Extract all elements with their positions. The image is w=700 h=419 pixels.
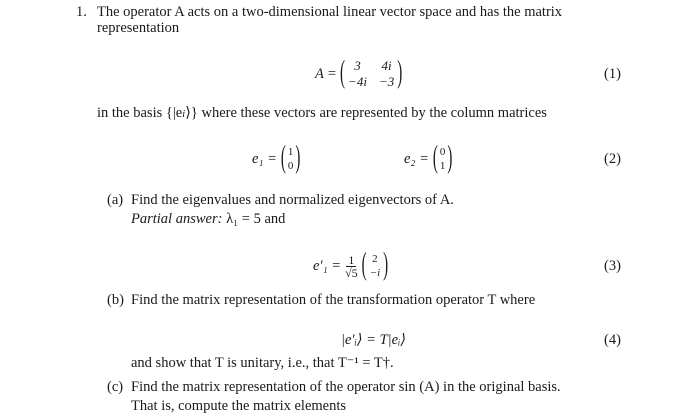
part-c-label: (c) <box>107 379 124 395</box>
equation-4: |e′ᵢ⟩ = T|eᵢ⟩ <box>341 332 407 348</box>
problem-number: 1. <box>76 4 87 20</box>
part-b-text: Find the matrix representation of the transformation operator T where <box>131 292 536 308</box>
eq1-m11: 3 <box>354 58 361 73</box>
part-a-text: Find the eigenvalues and normalized eigenvectors of A. <box>131 192 454 208</box>
eq3-frac-den: √5 <box>345 265 358 280</box>
problem-intro-line1: The operator A acts on a two-dimensional linear vector space and has the matrix <box>97 4 563 20</box>
part-b-label: (b) <box>107 292 124 308</box>
eq1-lhs: A <box>315 65 324 82</box>
eq2-e1-bottom: 0 <box>287 160 294 172</box>
eq1-matrix <box>348 58 394 90</box>
eq1-m22: −3 <box>378 74 395 89</box>
equation-1: A = ( 3 4i −4i −3 ) <box>315 56 403 90</box>
eq3-frac-num: 1 <box>348 252 355 267</box>
part-c-text-line1: Find the matrix representation of the operator sin (A) in the original basis. <box>131 379 561 395</box>
eq1-m21: −4i <box>348 74 367 89</box>
eq2-e1-top: 1 <box>287 146 294 158</box>
eq1-m12: 4i <box>381 58 392 73</box>
equation-2-e2: e₂ = ( 0 1 ) <box>404 141 453 175</box>
equation-4-number: (4) <box>604 332 621 348</box>
problem-intro-line2: representation <box>97 20 180 36</box>
equation-3-number: (3) <box>604 258 621 274</box>
eq3-col-bottom: −i <box>369 267 381 279</box>
eq2-e2-bottom: 1 <box>439 160 446 172</box>
equation-2-number: (2) <box>604 151 621 167</box>
eq3-fraction <box>345 254 358 279</box>
eq2-e1-column <box>288 145 294 173</box>
eq2-e2-lhs: e₂ = <box>404 150 429 167</box>
part-b-unitary: and show that T is unitary, i.e., that T⁻¹ = T†. <box>131 355 394 371</box>
part-a-label: (a) <box>107 192 124 208</box>
equation-2-e1: e₁ = ( 1 0 ) <box>252 141 301 175</box>
equation-1-number: (1) <box>604 66 621 82</box>
eq2-e1-lhs: e₁ = <box>252 150 277 167</box>
basis-text: in the basis {|e <box>97 105 183 121</box>
part-c-text-line2: That is, compute the matrix elements <box>131 398 347 414</box>
basis-line: in the basis {|ei⟩} where these vectors are represented by the column matrices <box>97 105 547 121</box>
part-a-partial-value: λ₁ = 5 and <box>226 211 286 227</box>
eq2-e2-top: 0 <box>439 146 446 158</box>
eq3-lhs: e′₁ = <box>313 257 342 274</box>
basis-text-tail: where these vectors are represented by the column matrices <box>201 105 547 121</box>
eq3-col-top: 2 <box>372 253 378 265</box>
part-a-partial-label: Partial answer: <box>131 211 223 227</box>
part-a-partial <box>131 211 285 228</box>
equation-3: e′₁ = $\frac{1}{√5}$ ( 2 −i ) <box>313 248 389 282</box>
eq2-e2-column <box>440 145 446 173</box>
eq3-column <box>370 252 380 280</box>
